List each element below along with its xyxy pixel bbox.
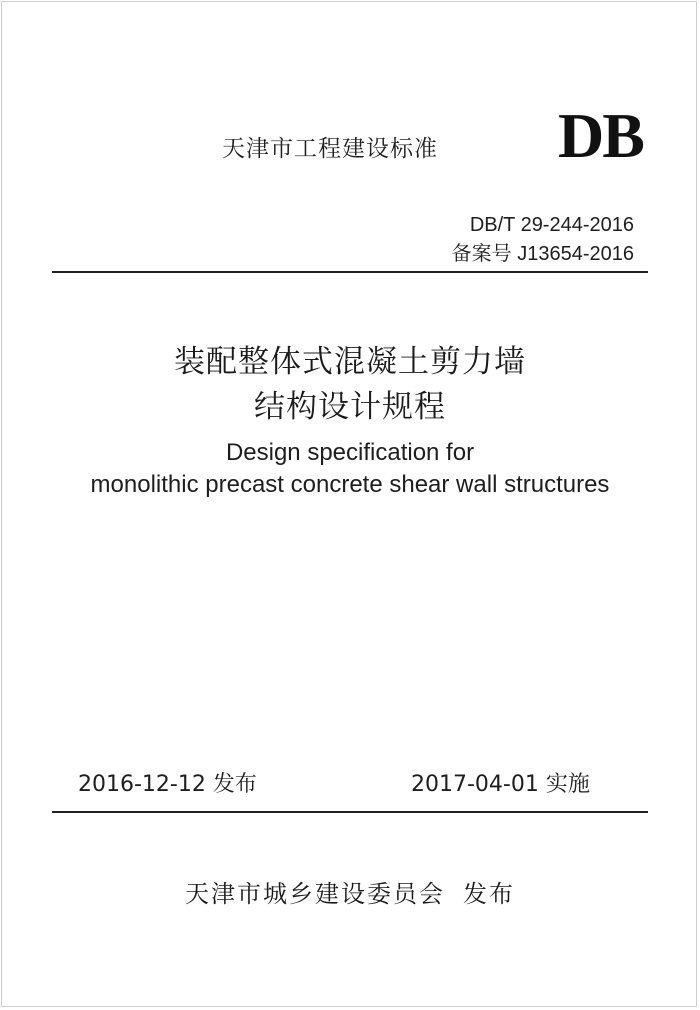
standard-category: 天津市工程建设标准	[222, 136, 438, 162]
publish-action: 发布	[463, 880, 515, 908]
implementation-date: 2017-04-01 实施	[411, 772, 590, 797]
title-english	[0, 437, 700, 501]
standard-code: DB/T 29-244-2016	[469, 214, 634, 236]
title-chinese	[0, 340, 700, 430]
title-en-line-1: Design specification for	[225, 439, 475, 466]
publisher-name: 天津市城乡建设委员会	[185, 880, 445, 908]
bottom-divider	[52, 811, 648, 813]
publisher-line	[0, 874, 700, 909]
title-en-line-2: monolithic precast concrete shear wall structures	[90, 471, 610, 498]
top-divider	[52, 271, 648, 273]
record-number: 备案号 J13654-2016	[451, 243, 634, 265]
title-zh-line-2: 结构设计规程	[254, 389, 446, 425]
issue-date: 2016-12-12 发布	[78, 772, 257, 797]
db-logo: DB	[558, 100, 643, 171]
title-zh-line-1: 装配整体式混凝土剪力墙	[174, 344, 526, 380]
standard-code-block	[452, 211, 634, 269]
